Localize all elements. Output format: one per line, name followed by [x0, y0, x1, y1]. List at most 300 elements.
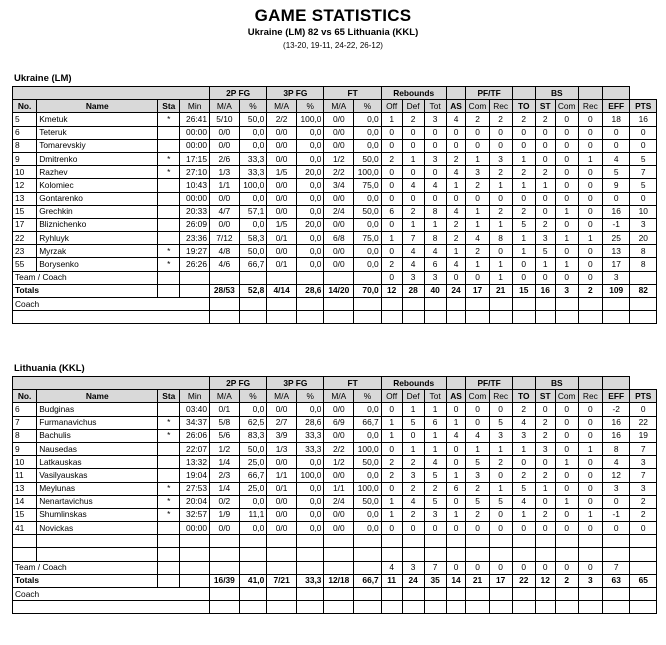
empty-cell: [555, 535, 578, 548]
empty-cell: [424, 548, 446, 561]
stat-cell: 8: [424, 205, 446, 218]
stat-cell: 0: [381, 245, 402, 258]
stat-cell: 3: [630, 218, 657, 231]
empty-cell: [324, 548, 354, 561]
stat-cell: 33,3: [296, 442, 324, 455]
col-header-min: Min: [180, 100, 210, 113]
stat-cell: 0: [602, 522, 630, 535]
stat-cell: 0: [424, 192, 446, 205]
header-row-columns: [13, 390, 657, 403]
empty-cell: [602, 535, 630, 548]
stat-cell: 1: [555, 258, 578, 271]
stat-cell: 0: [535, 205, 555, 218]
team-coach-label: Team / Coach: [13, 561, 158, 574]
stat-cell: 1: [466, 258, 489, 271]
stat-cell: [354, 271, 382, 284]
stat-cell: 0,0: [354, 508, 382, 521]
player-number: 13: [13, 482, 37, 495]
coach-label: Coach: [13, 588, 210, 601]
stat-cell: 0: [578, 245, 602, 258]
starter-mark: [158, 469, 180, 482]
empty-cell: [210, 601, 240, 614]
empty-cell: [267, 535, 297, 548]
header-group: FT: [324, 87, 381, 100]
stat-cell: 1: [489, 258, 512, 271]
stat-cell: 12: [602, 469, 630, 482]
stat-cell: 0,0: [239, 495, 267, 508]
empty-cell: [489, 548, 512, 561]
minutes: 26:06: [180, 429, 210, 442]
stat-cell: [354, 561, 382, 574]
stat-cell: 20,0: [296, 218, 324, 231]
total-cell: [158, 284, 180, 297]
stat-cell: 1: [424, 429, 446, 442]
header-group: 2P FG: [210, 377, 267, 390]
stat-cell: 0: [424, 126, 446, 139]
stat-cell: [158, 561, 180, 574]
stat-cell: 2/2: [324, 166, 354, 179]
col-header-no: No.: [13, 390, 37, 403]
empty-cell: [630, 311, 657, 324]
totals-row: [13, 574, 657, 587]
total-cell: 14/20: [324, 284, 354, 297]
empty-cell: [535, 588, 555, 601]
stat-cell: 0: [446, 456, 466, 469]
header-blank: [578, 87, 602, 100]
stat-cell: 0: [555, 442, 578, 455]
empty-cell: [489, 588, 512, 601]
stat-cell: 0: [381, 139, 402, 152]
col-header-name: Name: [37, 390, 158, 403]
stat-cell: [296, 271, 324, 284]
stat-cell: 3: [402, 561, 424, 574]
starter-mark: [158, 139, 180, 152]
header-group: PF/TF: [466, 87, 512, 100]
col-header-pct: %: [239, 100, 267, 113]
stat-cell: 2: [381, 152, 402, 165]
stat-cell: 1: [489, 218, 512, 231]
stat-cell: 3: [424, 508, 446, 521]
starter-mark: *: [158, 258, 180, 271]
col-header-rec: Rec: [489, 390, 512, 403]
header-group: BS: [535, 87, 578, 100]
stat-cell: 0: [578, 271, 602, 284]
empty-cell: [630, 588, 657, 601]
stat-cell: 0/0: [324, 139, 354, 152]
starter-mark: [158, 205, 180, 218]
stat-cell: 0: [578, 429, 602, 442]
stat-cell: 0/1: [210, 403, 240, 416]
stat-cell: 0: [630, 403, 657, 416]
total-cell: 33,3: [296, 574, 324, 587]
player-number: 12: [13, 179, 37, 192]
header-group: PF/TF: [466, 377, 512, 390]
stat-cell: 0/0: [324, 218, 354, 231]
coach-label: Coach: [13, 298, 210, 311]
stat-cell: 5: [424, 495, 446, 508]
stat-cell: 3: [512, 429, 535, 442]
stat-cell: 0: [630, 126, 657, 139]
col-header-ma: M/A: [324, 100, 354, 113]
stat-cell: 57,1: [239, 205, 267, 218]
stat-cell: 50,0: [239, 442, 267, 455]
total-cell: 109: [602, 284, 630, 297]
stat-cell: 0: [555, 166, 578, 179]
total-cell: 15: [512, 284, 535, 297]
stat-cell: 0/0: [324, 126, 354, 139]
stat-cell: 1: [512, 508, 535, 521]
stat-cell: 8: [630, 258, 657, 271]
empty-cell: [381, 298, 402, 311]
empty-cell: [37, 548, 158, 561]
stat-cell: 0: [446, 403, 466, 416]
stat-cell: 0: [535, 561, 555, 574]
header-group: 2P FG: [210, 87, 267, 100]
minutes: 23:36: [180, 232, 210, 245]
player-row: [13, 442, 657, 455]
stat-cell: 0: [381, 192, 402, 205]
empty-cell: [424, 298, 446, 311]
stat-cell: 0: [489, 126, 512, 139]
stat-cell: 0: [466, 561, 489, 574]
team-coach-row: [13, 271, 657, 284]
stat-cell: 4: [402, 495, 424, 508]
stat-cell: 0: [512, 271, 535, 284]
stat-cell: 0: [555, 416, 578, 429]
player-number: 23: [13, 245, 37, 258]
player-row: [13, 232, 657, 245]
stat-cell: 0: [555, 271, 578, 284]
stat-cell: 2/3: [210, 469, 240, 482]
stat-cell: -2: [602, 403, 630, 416]
stat-cell: 0: [555, 113, 578, 126]
stat-cell: 6: [424, 416, 446, 429]
stat-cell: 5: [466, 495, 489, 508]
empty-cell: [489, 311, 512, 324]
stat-cell: [630, 561, 657, 574]
stat-cell: 1/1: [267, 469, 297, 482]
stat-cell: 1: [489, 271, 512, 284]
stat-cell: 0: [535, 152, 555, 165]
stat-cell: 0: [489, 403, 512, 416]
stat-cell: 1: [381, 416, 402, 429]
empty-row: [13, 601, 657, 614]
stat-cell: 1: [402, 152, 424, 165]
stat-cell: 50,0: [354, 456, 382, 469]
stat-cell: 2: [489, 456, 512, 469]
total-cell: 35: [424, 574, 446, 587]
player-number: 6: [13, 403, 37, 416]
away-team-stats-table: [12, 376, 657, 614]
col-header-com: Com: [466, 100, 489, 113]
minutes: 20:33: [180, 205, 210, 218]
empty-cell: [555, 311, 578, 324]
stat-cell: 0: [555, 508, 578, 521]
stat-cell: 0: [578, 495, 602, 508]
player-number: 5: [13, 113, 37, 126]
starter-mark: [158, 126, 180, 139]
total-cell: 28/53: [210, 284, 240, 297]
totals-row: [13, 284, 657, 297]
stat-cell: 10: [630, 205, 657, 218]
empty-cell: [381, 311, 402, 324]
stat-cell: 4: [402, 179, 424, 192]
header-group: 3P FG: [267, 87, 324, 100]
starter-mark: *: [158, 113, 180, 126]
stat-cell: 0: [578, 126, 602, 139]
stat-cell: 0: [535, 522, 555, 535]
game-score: Ukraine (LM) 82 vs 65 Lithuania (KKL): [247, 27, 419, 38]
stat-cell: 33,3: [239, 152, 267, 165]
player-name: Dmitrenko: [37, 152, 158, 165]
starter-mark: [158, 522, 180, 535]
stat-cell: 2/2: [267, 113, 297, 126]
stat-cell: 0: [402, 139, 424, 152]
stat-cell: 25: [602, 232, 630, 245]
coach-row: [13, 298, 657, 311]
stat-cell: 1: [402, 442, 424, 455]
stat-cell: 2/6: [210, 152, 240, 165]
empty-cell: [602, 601, 630, 614]
starter-mark: [158, 232, 180, 245]
col-header-pct: %: [296, 100, 324, 113]
stat-cell: [180, 561, 210, 574]
header-blank: [446, 377, 466, 390]
stat-cell: 2: [381, 469, 402, 482]
stat-cell: 0: [555, 126, 578, 139]
stat-cell: 0/2: [210, 495, 240, 508]
minutes: 26:09: [180, 218, 210, 231]
stat-cell: 1: [424, 403, 446, 416]
stat-cell: 0: [555, 522, 578, 535]
stat-cell: 3: [630, 482, 657, 495]
stat-cell: 0,0: [239, 403, 267, 416]
empty-cell: [402, 298, 424, 311]
stat-cell: 0/0: [324, 429, 354, 442]
empty-cell: [466, 548, 489, 561]
empty-cell: [512, 298, 535, 311]
stat-cell: 0: [555, 152, 578, 165]
team-name-home: Ukraine (LM): [14, 73, 72, 84]
empty-cell: [296, 298, 324, 311]
minutes: 19:27: [180, 245, 210, 258]
stat-cell: 100,0: [239, 179, 267, 192]
stat-cell: 5: [489, 495, 512, 508]
stat-cell: 28,6: [296, 416, 324, 429]
empty-cell: [578, 311, 602, 324]
minutes: 13:32: [180, 456, 210, 469]
stat-cell: 4: [424, 456, 446, 469]
player-row: [13, 179, 657, 192]
stat-cell: 2/4: [324, 495, 354, 508]
stat-cell: 0: [381, 218, 402, 231]
empty-cell: [489, 298, 512, 311]
stat-cell: 0: [578, 179, 602, 192]
minutes: 26:26: [180, 258, 210, 271]
col-header-pts: PTS: [630, 390, 657, 403]
stat-cell: 0/0: [267, 152, 297, 165]
empty-cell: [267, 548, 297, 561]
stat-cell: 0: [512, 139, 535, 152]
empty-cell: [354, 535, 382, 548]
col-header-rec: Rec: [578, 100, 602, 113]
stat-cell: 0: [424, 522, 446, 535]
stat-cell: 1: [535, 258, 555, 271]
player-name: Nenartavichus: [37, 495, 158, 508]
stat-cell: 5: [602, 166, 630, 179]
empty-cell: [424, 311, 446, 324]
total-cell: 41,0: [239, 574, 267, 587]
stat-cell: -1: [602, 508, 630, 521]
stat-cell: 0: [381, 482, 402, 495]
total-cell: 11: [381, 574, 402, 587]
col-header-st: ST: [535, 390, 555, 403]
total-cell: 17: [466, 284, 489, 297]
stat-cell: 8: [424, 232, 446, 245]
col-header-st: ST: [535, 100, 555, 113]
stat-cell: 0: [555, 245, 578, 258]
stat-cell: 0: [578, 456, 602, 469]
stat-cell: 3: [602, 482, 630, 495]
stat-cell: 1/2: [324, 456, 354, 469]
stat-cell: 2: [535, 218, 555, 231]
empty-cell: [354, 548, 382, 561]
player-name: Vasilyauskas: [37, 469, 158, 482]
minutes: 00:00: [180, 126, 210, 139]
empty-cell: [324, 601, 354, 614]
col-header-def: Def: [402, 100, 424, 113]
player-name: Bliznichenko: [37, 218, 158, 231]
stat-cell: 8: [489, 232, 512, 245]
player-row: [13, 482, 657, 495]
stat-cell: 0,0: [296, 152, 324, 165]
player-name: Kmetuk: [37, 113, 158, 126]
stat-cell: 2: [512, 205, 535, 218]
stat-cell: 0,0: [296, 522, 324, 535]
team-coach-row: [13, 561, 657, 574]
empty-cell: [210, 298, 240, 311]
player-number: 7: [13, 416, 37, 429]
stat-cell: 0/0: [267, 126, 297, 139]
player-name: Grechkin: [37, 205, 158, 218]
starter-mark: *: [158, 245, 180, 258]
stat-cell: 5/10: [210, 113, 240, 126]
header-group: 3P FG: [267, 377, 324, 390]
stat-cell: 0: [578, 258, 602, 271]
stat-cell: 3/9: [267, 429, 297, 442]
empty-cell: [446, 298, 466, 311]
player-row: [13, 166, 657, 179]
stat-cell: 0: [555, 561, 578, 574]
stat-cell: 2: [535, 113, 555, 126]
player-name: Shumlinskas: [37, 508, 158, 521]
stat-cell: 2: [446, 232, 466, 245]
total-cell: 65: [630, 574, 657, 587]
stat-cell: 0: [446, 192, 466, 205]
header-blank: [512, 377, 535, 390]
stat-cell: 5: [489, 416, 512, 429]
stat-cell: 3: [424, 271, 446, 284]
stat-cell: 3: [535, 442, 555, 455]
stat-cell: 0/0: [267, 139, 297, 152]
stat-cell: 0/0: [267, 456, 297, 469]
stat-cell: 1: [402, 218, 424, 231]
stat-cell: 100,0: [354, 482, 382, 495]
stat-cell: 5/8: [210, 416, 240, 429]
total-cell: 4/14: [267, 284, 297, 297]
empty-cell: [239, 548, 267, 561]
stat-cell: 0,0: [354, 139, 382, 152]
stat-cell: 0: [578, 522, 602, 535]
empty-cell: [324, 298, 354, 311]
stat-cell: 0: [578, 482, 602, 495]
player-row: [13, 429, 657, 442]
total-cell: 24: [402, 574, 424, 587]
stat-cell: 3: [424, 113, 446, 126]
stat-cell: 13: [602, 245, 630, 258]
stat-cell: 0: [630, 522, 657, 535]
col-header-tot: Tot: [424, 100, 446, 113]
stat-cell: 16: [602, 416, 630, 429]
stat-cell: 66,7: [239, 258, 267, 271]
player-row: [13, 456, 657, 469]
stat-cell: 0: [466, 192, 489, 205]
empty-row: [13, 535, 657, 548]
stat-cell: 3: [602, 271, 630, 284]
stat-cell: 0/0: [267, 522, 297, 535]
stat-cell: 0: [446, 522, 466, 535]
player-row: [13, 218, 657, 231]
stat-cell: 4: [602, 152, 630, 165]
stat-cell: 100,0: [296, 469, 324, 482]
stat-cell: 0: [578, 205, 602, 218]
total-cell: 16/39: [210, 574, 240, 587]
empty-cell: [210, 311, 240, 324]
stat-cell: 4: [466, 429, 489, 442]
player-name: Myrzak: [37, 245, 158, 258]
stat-cell: 0/0: [324, 508, 354, 521]
starter-mark: [158, 179, 180, 192]
coach-row: [13, 588, 657, 601]
stat-cell: 0/1: [267, 232, 297, 245]
stat-cell: 0: [555, 218, 578, 231]
page-title: GAME STATISTICS: [254, 6, 412, 25]
stat-cell: 1: [512, 245, 535, 258]
stat-cell: 0/0: [210, 126, 240, 139]
stat-cell: 2: [446, 152, 466, 165]
total-cell: 16: [535, 284, 555, 297]
stat-cell: 0: [381, 403, 402, 416]
stat-cell: 5: [512, 218, 535, 231]
stat-cell: 1/9: [210, 508, 240, 521]
stat-cell: 100,0: [354, 166, 382, 179]
stat-cell: 0: [446, 561, 466, 574]
stat-cell: [324, 561, 354, 574]
player-name: Nausedas: [37, 442, 158, 455]
stat-cell: 0: [466, 126, 489, 139]
stat-cell: 50,0: [354, 495, 382, 508]
stat-cell: 0: [535, 456, 555, 469]
stat-cell: 3: [402, 271, 424, 284]
col-header-ma: M/A: [210, 100, 240, 113]
empty-cell: [239, 298, 267, 311]
total-cell: 52,8: [239, 284, 267, 297]
stat-cell: [158, 271, 180, 284]
col-header-eff: EFF: [602, 390, 630, 403]
stat-cell: 3: [424, 152, 446, 165]
player-number: 8: [13, 139, 37, 152]
player-number: 10: [13, 166, 37, 179]
